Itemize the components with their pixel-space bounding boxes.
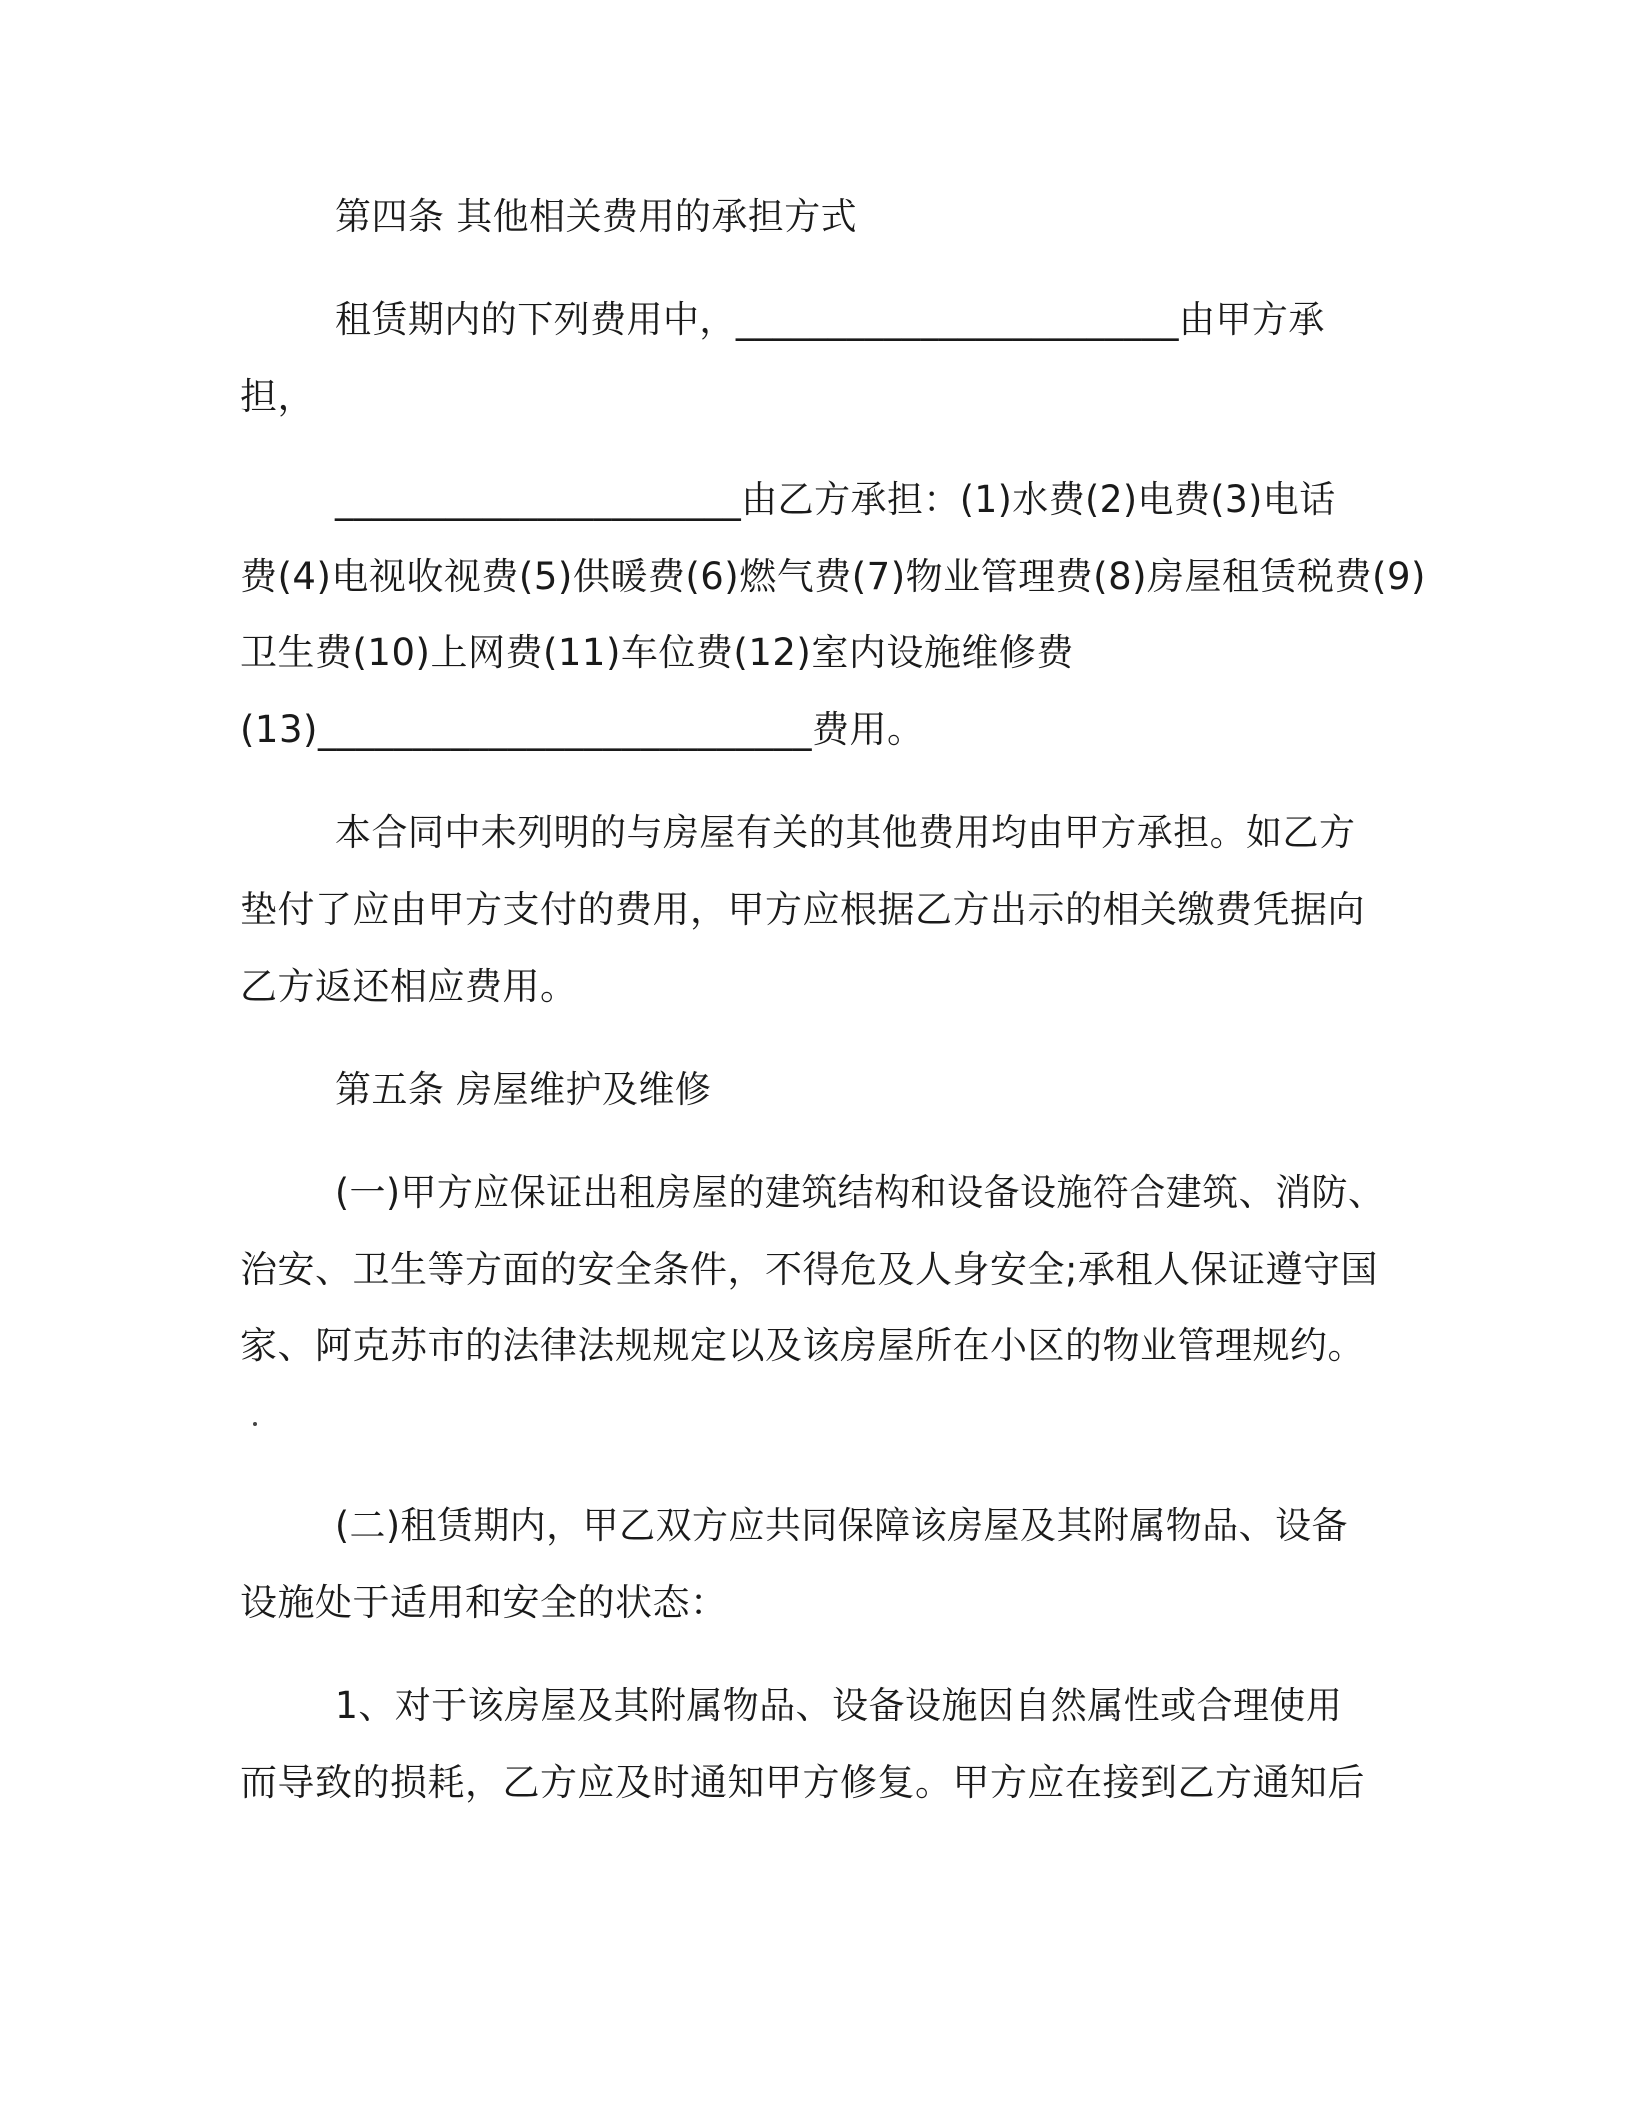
article5-s1-line3: 家、阿克苏市的法律法规规定以及该房屋所在小区的物业管理规约。 <box>240 1324 1365 1367</box>
article4-p3-line1: 本合同中未列明的与房屋有关的其他费用均由甲方承担。如乙方 <box>335 811 1356 854</box>
article4-p2-line1: ______________________由乙方承担：(1)水费(2)电费(3)电话 <box>335 478 1336 521</box>
stray-dot-mark <box>253 1422 257 1426</box>
article4-p2-line2: 费(4)电视收视费(5)供暖费(6)燃气费(7)物业管理费(8)房屋租赁税费(9) <box>240 555 1426 598</box>
article5-s2-line1: (二)租赁期内，甲乙双方应共同保障该房屋及其附属物品、设备 <box>335 1504 1348 1547</box>
article4-p2-line4: (13)__________________________费用。 <box>240 708 925 751</box>
article4-p2-line3: 卫生费(10)上网费(11)车位费(12)室内设施维修费 <box>240 631 1074 674</box>
article4-p1-line1: 租赁期内的下列费用中，________________________由甲方承 <box>335 298 1325 341</box>
article5-s3-line2: 而导致的损耗，乙方应及时通知甲方修复。甲方应在接到乙方通知后 <box>240 1761 1365 1804</box>
article5-s1-line1: (一)甲方应保证出租房屋的建筑结构和设备设施符合建筑、消防、 <box>335 1171 1385 1214</box>
article5-s3-line1: 1、对于该房屋及其附属物品、设备设施因自然属性或合理使用 <box>335 1684 1343 1727</box>
article5-s1-line2: 治安、卫生等方面的安全条件，不得危及人身安全;承租人保证遵守国 <box>240 1248 1378 1291</box>
article4-p3-line2: 垫付了应由甲方支付的费用，甲方应根据乙方出示的相关缴费凭据向 <box>240 888 1365 931</box>
article5-heading: 第五条 房屋维护及维修 <box>335 1068 712 1111</box>
article5-s2-line2: 设施处于适用和安全的状态： <box>240 1581 728 1624</box>
article4-p3-line3: 乙方返还相应费用。 <box>240 965 578 1008</box>
article4-p1-line2: 担， <box>240 375 315 418</box>
article4-heading: 第四条 其他相关费用的承担方式 <box>335 195 858 238</box>
